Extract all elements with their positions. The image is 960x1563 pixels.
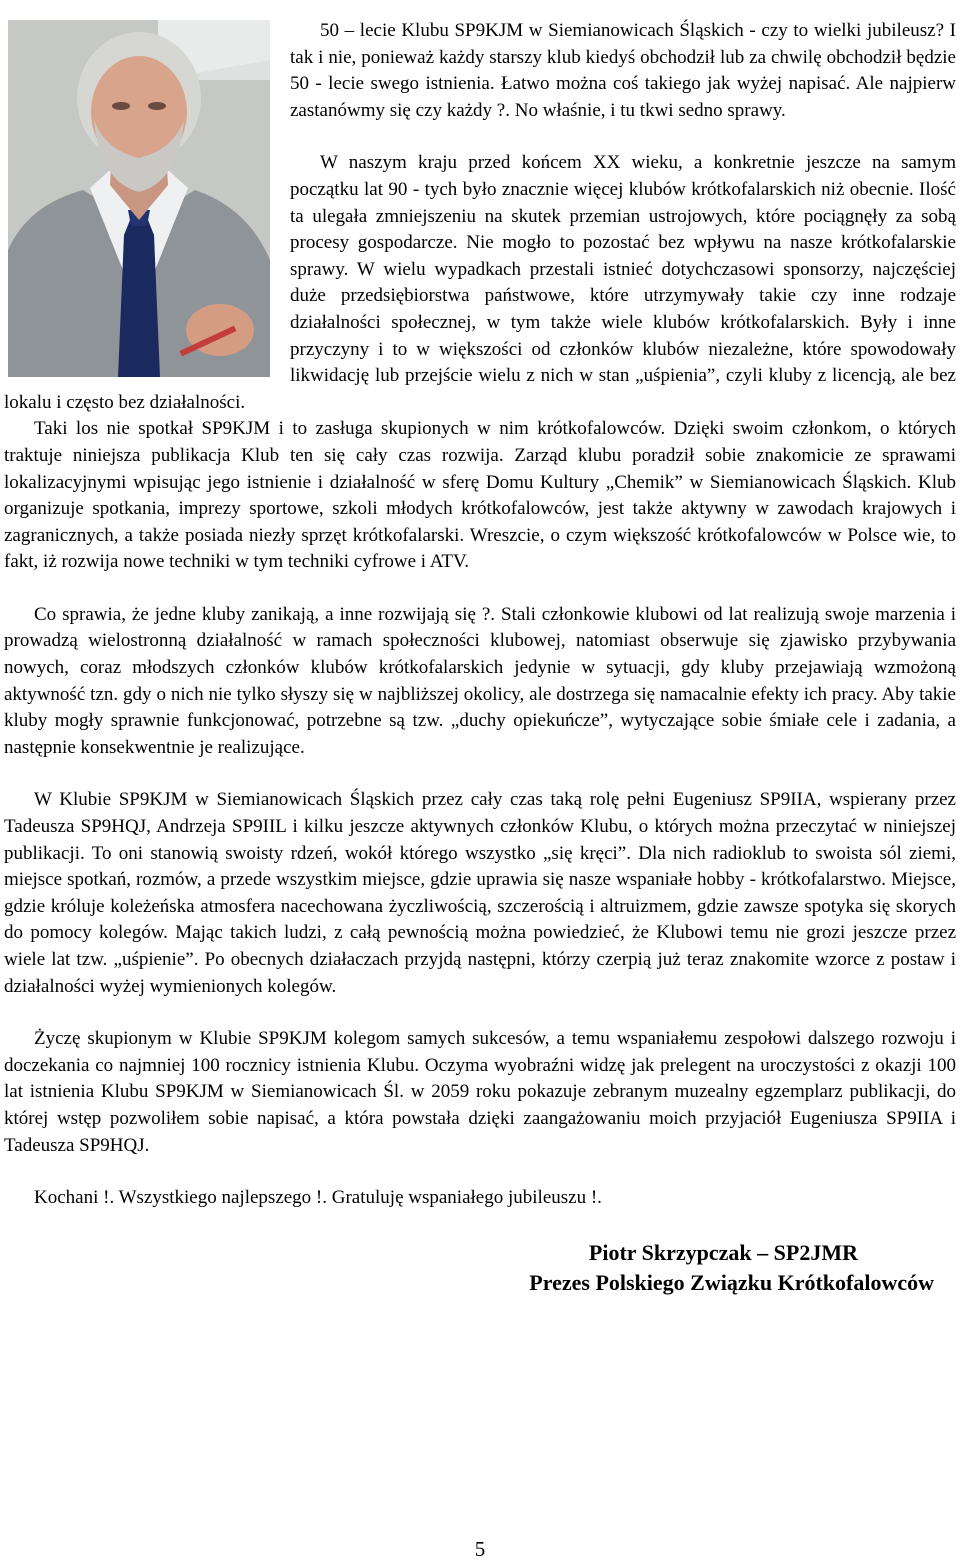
signature-title: Prezes Polskiego Związku Krótkofalowców <box>529 1269 934 1295</box>
paragraph-1: 50 – lecie Klubu SP9KJM w Siemianowicach Śląskich - czy to wielki jubileusz? I tak i nie, ponieważ każdy starszy klub kiedyś obchodził lub za chwilę obchodził będzie 50 - lecie swego istnienia. Łatwo można coś takiego jak wyżej napisać. Ale najpierw zastanówmy się czy każdy ?. No właśnie, i tu tkwi sedno sprawy. <box>290 20 956 121</box>
author-portrait-photo <box>8 20 270 377</box>
paragraph-6: Życzę skupionym w Klubie SP9KJM kolegom samych sukcesów, a temu wspaniałemu zespołowi dalszego rozwoju i doczekania co najmniej 100 rocznicy istnienia Klubu. Oczyma wyobraźni widzę jak prelegent na uroczystości z okazji 100 lat istnienia Klubu SP9KJM w Siemianowicach Śl. w 2059 roku pokazuje zebranym muzealny egzemplarz publikacji, do której wstęp pozwoliłem sobie napisać, a która powstała dzięki zaangażowaniu moich przyjaciół Eugeniusza SP9IIA i Tadeusza SP9HQJ. <box>4 1028 956 1156</box>
portrait-photo-icon <box>8 20 270 377</box>
paragraph-4: Co sprawia, że jedne kluby zanikają, a inne rozwijają się ?. Stali członkowie klubowi od lat realizują swoje marzenia i prowadzą wielostronną działalność w ramach społeczności klubowej, natomiast obserwuje się zjawisko przybywania nowych, coraz młodszych członków klubów krótkofalarskich jedynie w sytuacji, gdy kluby przejawiają wzmożoną aktywność tzn. gdy o nich nie tylko słyszy się w najbliższej okolicy, ale dostrzega się namacalnie efekty ich pracy. Aby takie kluby mogły sprawnie funkcjonować, potrzebne są tzw. „duchy opiekuńcze”, wytyczające sobie śmiałe cele i zadania, a następnie konsekwentnie je realizujące. <box>4 603 956 758</box>
signature-name: Piotr Skrzypczak – SP2JMR <box>588 1239 858 1265</box>
paragraph-7: Kochani !. Wszystkiego najlepszego !. Gratuluję wspaniałego jubileuszu !. <box>34 1187 602 1209</box>
paragraph-5: W Klubie SP9KJM w Siemianowicach Śląskich przez cały czas taką rolę pełni Eugeniusz SP9IIA, wspierany przez Tadeusza SP9HQJ, Andrzeja SP9IIL i kilku jeszcze aktywnych członków Klubu, o których można przeczytać w niniejszej publikacji. To oni stanowią swoisty rdzeń, wokół którego wszystko „się kręci”. Dla nich radioklub to swoista sól ziemi, miejsce spotkań, rozmów, a przede wszystkim miejsce, gdzie uprawia się nasze wspaniałe hobby - krótkofalarstwo. Miejsce, gdzie króluje koleżeńska atmosfera nacechowana życzliwością, szczerością i altruizmem, gdzie zawsze spotyka się skorych do pomocy kolegów. Mając takich ludzi, z całą pewnością można powiedzieć, że Klubowi temu nie grozi jeszcze przez wiele lat tzw. „uśpienie”. Po obecnych działaczach przyjdą następni, którzy czerpią już teraz znakomite wzorce z postaw i działalności wyżej wymienionych kolegów. <box>4 789 956 997</box>
paragraph-3: Taki los nie spotkał SP9KJM i to zasługa skupionych w nim krótkofalowców. Dzięki swoim członkom, o których traktuje niniejsza publikacja Klub ten się cały czas rozwija. Zarząd klubu poradził sobie znakomicie ze sprawami lokalizacyjnymi wpisując jego istnienie i działalność w sferę Domu Kultury „Chemik” w Siemianowicach Śląskich. Klub organizuje spotkania, imprezy sportowe, szkoli młodych krótkofalowców, jest także aktywny w zawodach krajowych i zagranicznych, a także posiada niezły sprzęt krótkofalarski. Wreszcie, o czym większość krótkofalowców w Polsce wie, to fakt, iż rozwija nowe techniki w tym techniki cyfrowe i ATV. <box>4 418 956 573</box>
page-number: 5 <box>474 1537 486 1561</box>
article-body <box>4 18 956 1298</box>
signature-block <box>4 1238 956 1298</box>
paragraph-2: W naszym kraju przed końcem XX wieku, a konkretnie jeszcze na samym początku lat 90 - tych było znacznie więcej klubów krótkofalarskich niż obecnie. Ilość ta ulegała zmniejszeniu na skutek przemian ustrojowych, które pociągnęły za sobą procesy gospodarcze. Nie mogło to pozostać bez wpływu na nasze krótkofalarskie sprawy. W wielu wypadkach przestali istnieć dotychczasowi sponsorzy, najczęściej duże przedsiębiorstwa państwowe, które utrzymywały takie czy inne rodzaje działalności społecznej, w tym także wiele klubów krótkofalarskich. Były i inne przyczyny i to w większości od członków klubów niezależne, które spowodowały likwidację lub przejście wielu z nich w stan „uśpienia”, czyli kluby z licencją, ale bez lokalu i często bez działalności. <box>4 152 956 413</box>
